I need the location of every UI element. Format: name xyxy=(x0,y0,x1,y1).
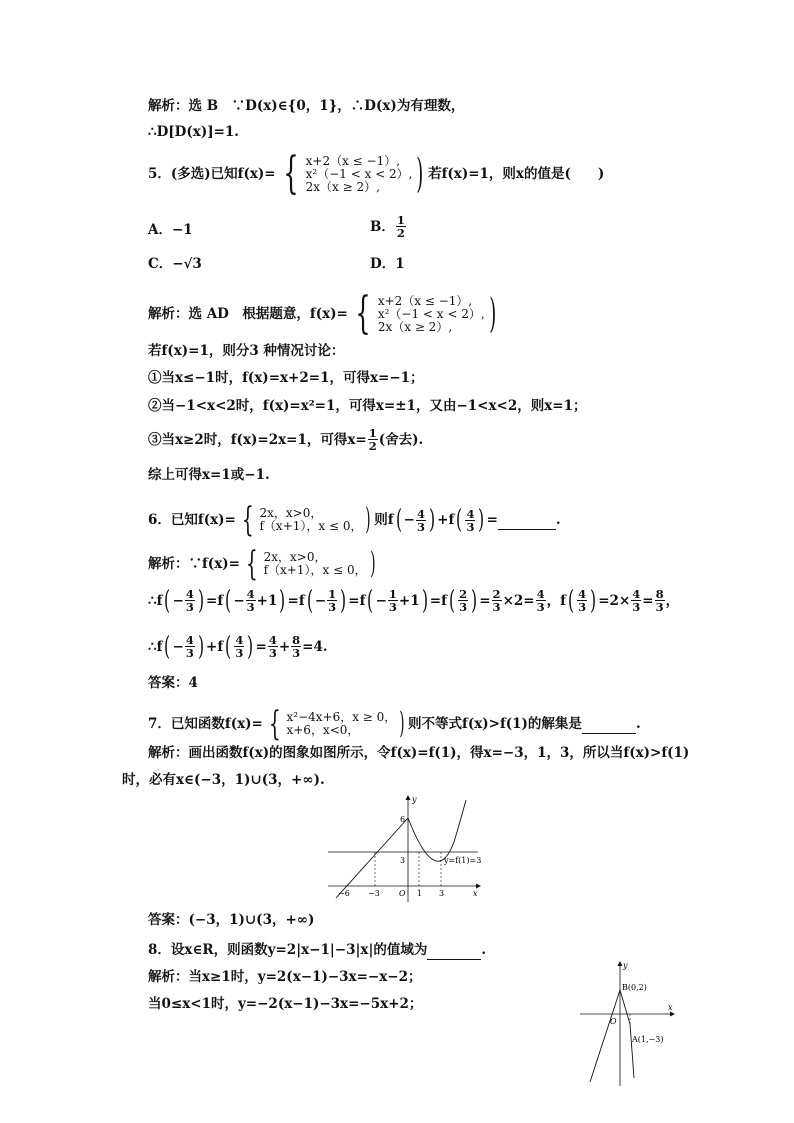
left-brace: { xyxy=(268,704,281,744)
x-tick-1: 1 xyxy=(417,889,423,898)
chain-text: =f xyxy=(429,592,447,609)
sol5-case-1: x+2（x ≤ −1）, xyxy=(377,293,473,308)
chain-text: ×2= xyxy=(502,592,535,609)
sol5-line4-fraction xyxy=(368,427,378,452)
paren: ) xyxy=(590,585,597,616)
y-label: y xyxy=(623,961,628,970)
fraction xyxy=(234,634,244,659)
q5-cases xyxy=(306,155,413,194)
sol5-intro xyxy=(148,288,500,339)
chain-text: +f xyxy=(206,638,224,655)
frac-den: 3 xyxy=(632,600,641,614)
question-5 xyxy=(148,148,605,199)
fraction xyxy=(327,588,337,613)
q8-end: . xyxy=(481,942,487,958)
x-label: x xyxy=(473,889,478,898)
origin-label: O xyxy=(610,1017,617,1026)
q5-prefix: 5．(多选)已知f(x)= xyxy=(148,166,276,182)
paren: ) xyxy=(478,505,485,535)
q5-option-d: D．1 xyxy=(370,256,405,272)
paren: ( xyxy=(225,631,232,662)
paren: ( xyxy=(395,505,402,535)
left-brace: { xyxy=(245,544,258,584)
q5-case-1: x+2（x ≤ −1）, xyxy=(305,153,401,168)
sol6-cases xyxy=(264,551,367,577)
sol5-prefix: 解析：选 AD 根据题意，f(x)= xyxy=(148,306,348,322)
fraction xyxy=(536,588,546,613)
answer-blank xyxy=(582,715,636,734)
frac-den: 3 xyxy=(388,600,397,614)
frac-num: 8 xyxy=(655,587,664,601)
graph-q8 xyxy=(578,958,678,1088)
sol6-intro xyxy=(148,544,378,584)
chain-text: ∴f xyxy=(148,592,163,609)
sol5-case-2: x²（−1 < x < 2）, xyxy=(377,306,485,321)
chain-text: +1 xyxy=(256,592,278,609)
frac-den: 3 xyxy=(246,600,255,614)
frac-num: 4 xyxy=(268,633,277,647)
frac-den: 3 xyxy=(655,600,664,614)
x-tick-minus6: −6 xyxy=(338,889,350,898)
q7-case-1: x²−4x+6，x ≥ 0， xyxy=(286,710,397,724)
x-axis-arrow xyxy=(670,1012,675,1017)
function-graph xyxy=(590,990,634,1082)
frac-num: 4 xyxy=(632,587,641,601)
paren: ) xyxy=(247,631,254,662)
paren: ) xyxy=(340,585,347,616)
frac-num: 4 xyxy=(536,587,545,601)
sol6-case-2: f（x+1），x ≤ 0， xyxy=(263,563,367,577)
sol5-line4 xyxy=(148,427,423,452)
q6-fraction-1 xyxy=(416,508,426,533)
sol5-line4-text: ③当x≥2时，f(x)=2x=1，可得x= xyxy=(148,431,367,448)
answer-blank xyxy=(498,511,556,530)
q6-mid: 则f xyxy=(374,512,394,528)
frac-num: 1 xyxy=(368,426,377,440)
sol4-line1: 解析：选 B ∵D(x)∈{0，1}，∴D(x)为有理数， xyxy=(148,98,465,114)
q5-option-a: A．−1 xyxy=(148,222,193,238)
fraction xyxy=(577,588,587,613)
sol5-line1: 若f(x)=1，则分3 种情况讨论： xyxy=(148,343,345,359)
frac-den: 3 xyxy=(416,519,425,534)
sol6-chain2: ∴f ( − $\frac{4}{3}$ ) +f ( $\frac{4}{3}$ ) = $\frac{4}{3}$ + $\frac{8}{3}$ =4. xyxy=(148,631,328,662)
frac-den: 3 xyxy=(268,646,277,660)
sol7-answer: 答案：(−3，1)∪(3，+∞) xyxy=(148,912,315,928)
frac-den: 3 xyxy=(459,600,468,614)
q7-cases xyxy=(286,711,396,737)
fraction xyxy=(246,588,256,613)
line-label: y=f(1)=3 xyxy=(444,856,482,865)
frac-num: 4 xyxy=(466,506,475,521)
q7-prefix: 7．已知函数f(x)= xyxy=(148,716,263,732)
q5-case-3: 2x（x ≥ 2）, xyxy=(305,179,380,194)
right-brace: ) xyxy=(488,291,497,337)
frac-num: 1 xyxy=(388,587,397,601)
question-6 xyxy=(148,500,561,540)
point-b-label: B(0,2) xyxy=(622,983,647,992)
sol5-line5: 综上可得x=1或−1. xyxy=(148,467,270,483)
x-axis-arrow xyxy=(476,884,481,889)
q6-fraction-2 xyxy=(465,508,475,533)
fraction xyxy=(185,634,195,659)
y-tick-3: 3 xyxy=(400,856,406,865)
x-tick-3: 3 xyxy=(439,889,445,898)
sol6-answer: 答案：4 xyxy=(148,675,198,691)
frac-den: 3 xyxy=(578,600,587,614)
chain-text: =f xyxy=(287,592,305,609)
paren: ( xyxy=(456,505,463,535)
left-brace: { xyxy=(282,148,299,199)
chain-text: ，f xyxy=(546,592,566,609)
sol7-line1: 解析：画出函数f(x)的图象如图所示，令f(x)=f(1)，得x=−3，1，3，所以当f(x)>f(1) xyxy=(148,745,690,761)
y-label: y xyxy=(412,795,417,804)
graph-q7 xyxy=(326,792,486,904)
paren: ( xyxy=(306,585,313,616)
sol8-line2: 当0≤x<1时，y=−2(x−1)−3x=−5x+2； xyxy=(148,996,423,1012)
paren: ) xyxy=(279,585,286,616)
left-brace: { xyxy=(241,500,254,540)
q5-option-b xyxy=(370,214,407,239)
question-8 xyxy=(148,941,486,960)
frac-num: 2 xyxy=(492,587,501,601)
frac-den: 3 xyxy=(328,600,337,614)
sol5-cases xyxy=(378,295,485,334)
point-a-label: A(1,−3) xyxy=(632,1035,664,1044)
right-brace: ) xyxy=(416,151,424,197)
sol6-prefix: 解析：∵f(x)= xyxy=(148,556,240,572)
frac-den: 2 xyxy=(368,439,377,453)
origin-label: O xyxy=(399,889,406,898)
q7-end: . xyxy=(635,716,641,732)
q5-case-2: x²（−1 < x < 2）, xyxy=(305,166,413,181)
q5-option-b-label: B． xyxy=(370,218,395,235)
frac-num: 8 xyxy=(292,633,301,647)
fraction xyxy=(291,634,301,659)
q6-case-2: f（x+1），x ≤ 0， xyxy=(259,519,363,533)
frac-num: 1 xyxy=(396,213,405,227)
frac-num: 4 xyxy=(185,633,194,647)
frac-den: 3 xyxy=(466,519,475,534)
right-brace: ) xyxy=(365,502,371,537)
chain-text: =f xyxy=(348,592,366,609)
frac-den: 2 xyxy=(396,226,405,240)
paren: ( xyxy=(567,585,575,616)
sol5-line2: ①当x≤−1时，f(x)=x+2=1，可得x=−1； xyxy=(148,370,424,386)
frac-den: 3 xyxy=(185,600,194,614)
paren: ( xyxy=(367,585,374,616)
y-axis-arrow xyxy=(618,961,623,966)
q6-case-1: 2x，x>0， xyxy=(259,506,323,520)
right-brace: ) xyxy=(399,706,405,741)
frac-den: 3 xyxy=(185,646,194,660)
paren: ( xyxy=(164,585,171,616)
chain-text: =4. xyxy=(302,638,328,655)
frac-den: 3 xyxy=(492,600,501,614)
frac-num: 2 xyxy=(459,587,468,601)
left-brace: { xyxy=(355,288,371,339)
paren: ) xyxy=(197,585,205,616)
q6-plus: +f xyxy=(437,512,455,528)
paren: ) xyxy=(471,585,478,616)
chain-text: = xyxy=(479,592,491,609)
q6-eq: = xyxy=(486,512,498,528)
q5-option-b-fraction xyxy=(396,214,406,239)
fraction xyxy=(631,588,641,613)
paren: ) xyxy=(429,505,436,535)
paren: ) xyxy=(197,631,205,662)
y-tick-6: 6 xyxy=(400,815,406,824)
fraction xyxy=(655,588,665,613)
x-tick-minus3: −3 xyxy=(368,889,380,898)
chain-text: = xyxy=(255,638,267,655)
frac-num: 4 xyxy=(185,587,194,601)
sol6-case-1: 2x，x>0， xyxy=(263,550,327,564)
sol5-line3: ②当−1<x<2时，f(x)=x²=1，可得x=±1，又由−1<x<2，则x=1； xyxy=(148,398,587,414)
frac-den: 3 xyxy=(235,646,244,660)
frac-num: 4 xyxy=(235,633,244,647)
q6-cases xyxy=(259,507,362,533)
sol4-line2: ∴D[D(x)]=1. xyxy=(148,124,240,140)
chain-text: ， xyxy=(665,592,680,609)
right-brace: ) xyxy=(369,546,376,581)
paren: ( xyxy=(448,585,456,616)
chain-text: =f xyxy=(206,592,224,609)
q7-suffix: 则不等式f(x)>f(1)的解集是 xyxy=(408,716,582,732)
fraction xyxy=(458,588,468,613)
frac-den: 3 xyxy=(536,600,545,614)
sol6-chain1: ∴f ( − $\frac{4}{3}$ ) =f ( − $\frac{4}{3}$ +1 ) =f ( − $\frac{1}{3}$ ) =f ( − $\frac{1}{3}$ +1 ) =f ( $\frac{2}{3}$ ) = $\frac{2}{3}$ ×2= $\frac{4}{3}$ ，f ( $\frac{4}{3}$ ) =2× $\frac{4}{3}$ = $\frac{8}{3}$ ， xyxy=(148,585,680,616)
frac-num: 4 xyxy=(246,587,255,601)
answer-blank xyxy=(427,941,481,960)
sol8-line1: 解析：当x≥1时，y=2(x−1)−3x=−x−2； xyxy=(148,969,422,985)
fraction xyxy=(388,588,398,613)
q8-title: 8．设x∈R，则函数y=2|x−1|−3|x|的值域为 xyxy=(148,942,428,958)
chain-text: ∴f xyxy=(148,638,163,655)
chain-text: + xyxy=(278,638,291,655)
frac-num: 4 xyxy=(416,506,425,521)
q6-prefix: 6．已知f(x)= xyxy=(148,512,236,528)
q6-end: . xyxy=(555,512,561,528)
frac-num: 4 xyxy=(578,587,587,601)
fraction xyxy=(185,588,195,613)
fraction xyxy=(492,588,502,613)
paren: ( xyxy=(164,631,171,662)
chain-text: =2× xyxy=(598,592,631,609)
q7-case-2: x+6，x<0， xyxy=(286,723,360,737)
sol5-case-3: 2x（x ≥ 2）, xyxy=(377,319,453,334)
question-7 xyxy=(148,704,641,744)
sol5-line4-end: (舍去). xyxy=(378,431,424,448)
frac-den: 3 xyxy=(292,646,301,660)
q5-suffix: 若f(x)=1，则x的值是( ) xyxy=(428,166,605,182)
paren: ( xyxy=(225,585,232,616)
sol7-line2: 时，必有x∈(−3，1)∪(3，+∞). xyxy=(122,772,325,788)
chain-text: = xyxy=(642,592,654,609)
neg-sign: − xyxy=(403,512,415,528)
paren: ) xyxy=(421,585,428,616)
chain-text: +1 xyxy=(398,592,420,609)
x-label: x xyxy=(668,1003,673,1012)
frac-num: 1 xyxy=(328,587,337,601)
q5-option-c: C．−√3 xyxy=(148,256,202,272)
y-axis-arrow xyxy=(406,795,411,800)
fraction xyxy=(268,634,278,659)
